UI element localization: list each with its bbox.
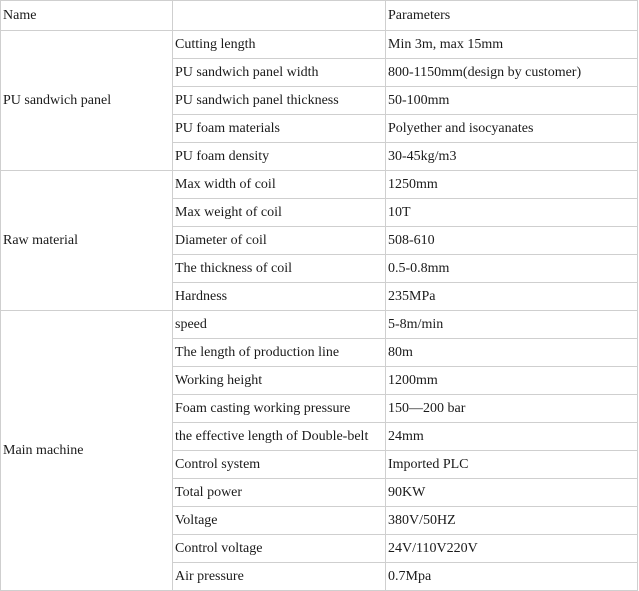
parameter-label: Control system — [173, 451, 386, 479]
parameter-label: Foam casting working pressure — [173, 395, 386, 423]
parameter-label: PU foam density — [173, 143, 386, 171]
parameter-value: 800-1150mm(design by customer) — [386, 59, 638, 87]
parameter-label: The length of production line — [173, 339, 386, 367]
parameter-label: Control voltage — [173, 535, 386, 563]
table-row — [1, 311, 638, 339]
parameter-value: 0.5-0.8mm — [386, 255, 638, 283]
parameter-value: 50-100mm — [386, 87, 638, 115]
parameter-label: the effective length of Double-belt — [173, 423, 386, 451]
parameter-label: Voltage — [173, 507, 386, 535]
group-name: Raw material — [1, 171, 173, 311]
parameter-value: 0.7Mpa — [386, 563, 638, 591]
parameter-label: Working height — [173, 367, 386, 395]
header-row — [1, 1, 638, 31]
table-body — [1, 1, 638, 591]
parameter-value: 30-45kg/m3 — [386, 143, 638, 171]
parameter-label: Max width of coil — [173, 171, 386, 199]
parameter-value: 1200mm — [386, 367, 638, 395]
parameter-label: Max weight of coil — [173, 199, 386, 227]
parameter-value: 5-8m/min — [386, 311, 638, 339]
parameter-value: 24mm — [386, 423, 638, 451]
parameter-label: PU sandwich panel thickness — [173, 87, 386, 115]
header-name: Name — [1, 1, 173, 31]
parameter-value: 150—200 bar — [386, 395, 638, 423]
parameter-label: PU foam materials — [173, 115, 386, 143]
parameter-label: Diameter of coil — [173, 227, 386, 255]
parameter-label: The thickness of coil — [173, 255, 386, 283]
parameter-value: 380V/50HZ — [386, 507, 638, 535]
table-row — [1, 31, 638, 59]
parameter-value: Imported PLC — [386, 451, 638, 479]
parameter-value: 90KW — [386, 479, 638, 507]
parameter-value: 508-610 — [386, 227, 638, 255]
parameter-label: Air pressure — [173, 563, 386, 591]
parameter-value: 80m — [386, 339, 638, 367]
parameter-label: Hardness — [173, 283, 386, 311]
parameter-label: PU sandwich panel width — [173, 59, 386, 87]
parameter-value: 10T — [386, 199, 638, 227]
parameter-label: speed — [173, 311, 386, 339]
parameter-label: Total power — [173, 479, 386, 507]
parameter-label: Cutting length — [173, 31, 386, 59]
parameter-value: 24V/110V220V — [386, 535, 638, 563]
group-name: Main machine — [1, 311, 173, 591]
group-name: PU sandwich panel — [1, 31, 173, 171]
table-row — [1, 171, 638, 199]
parameter-value: Polyether and isocyanates — [386, 115, 638, 143]
header-blank — [173, 1, 386, 31]
parameter-value: 1250mm — [386, 171, 638, 199]
header-parameters: Parameters — [386, 1, 638, 31]
parameter-value: Min 3m, max 15mm — [386, 31, 638, 59]
parameter-value: 235MPa — [386, 283, 638, 311]
